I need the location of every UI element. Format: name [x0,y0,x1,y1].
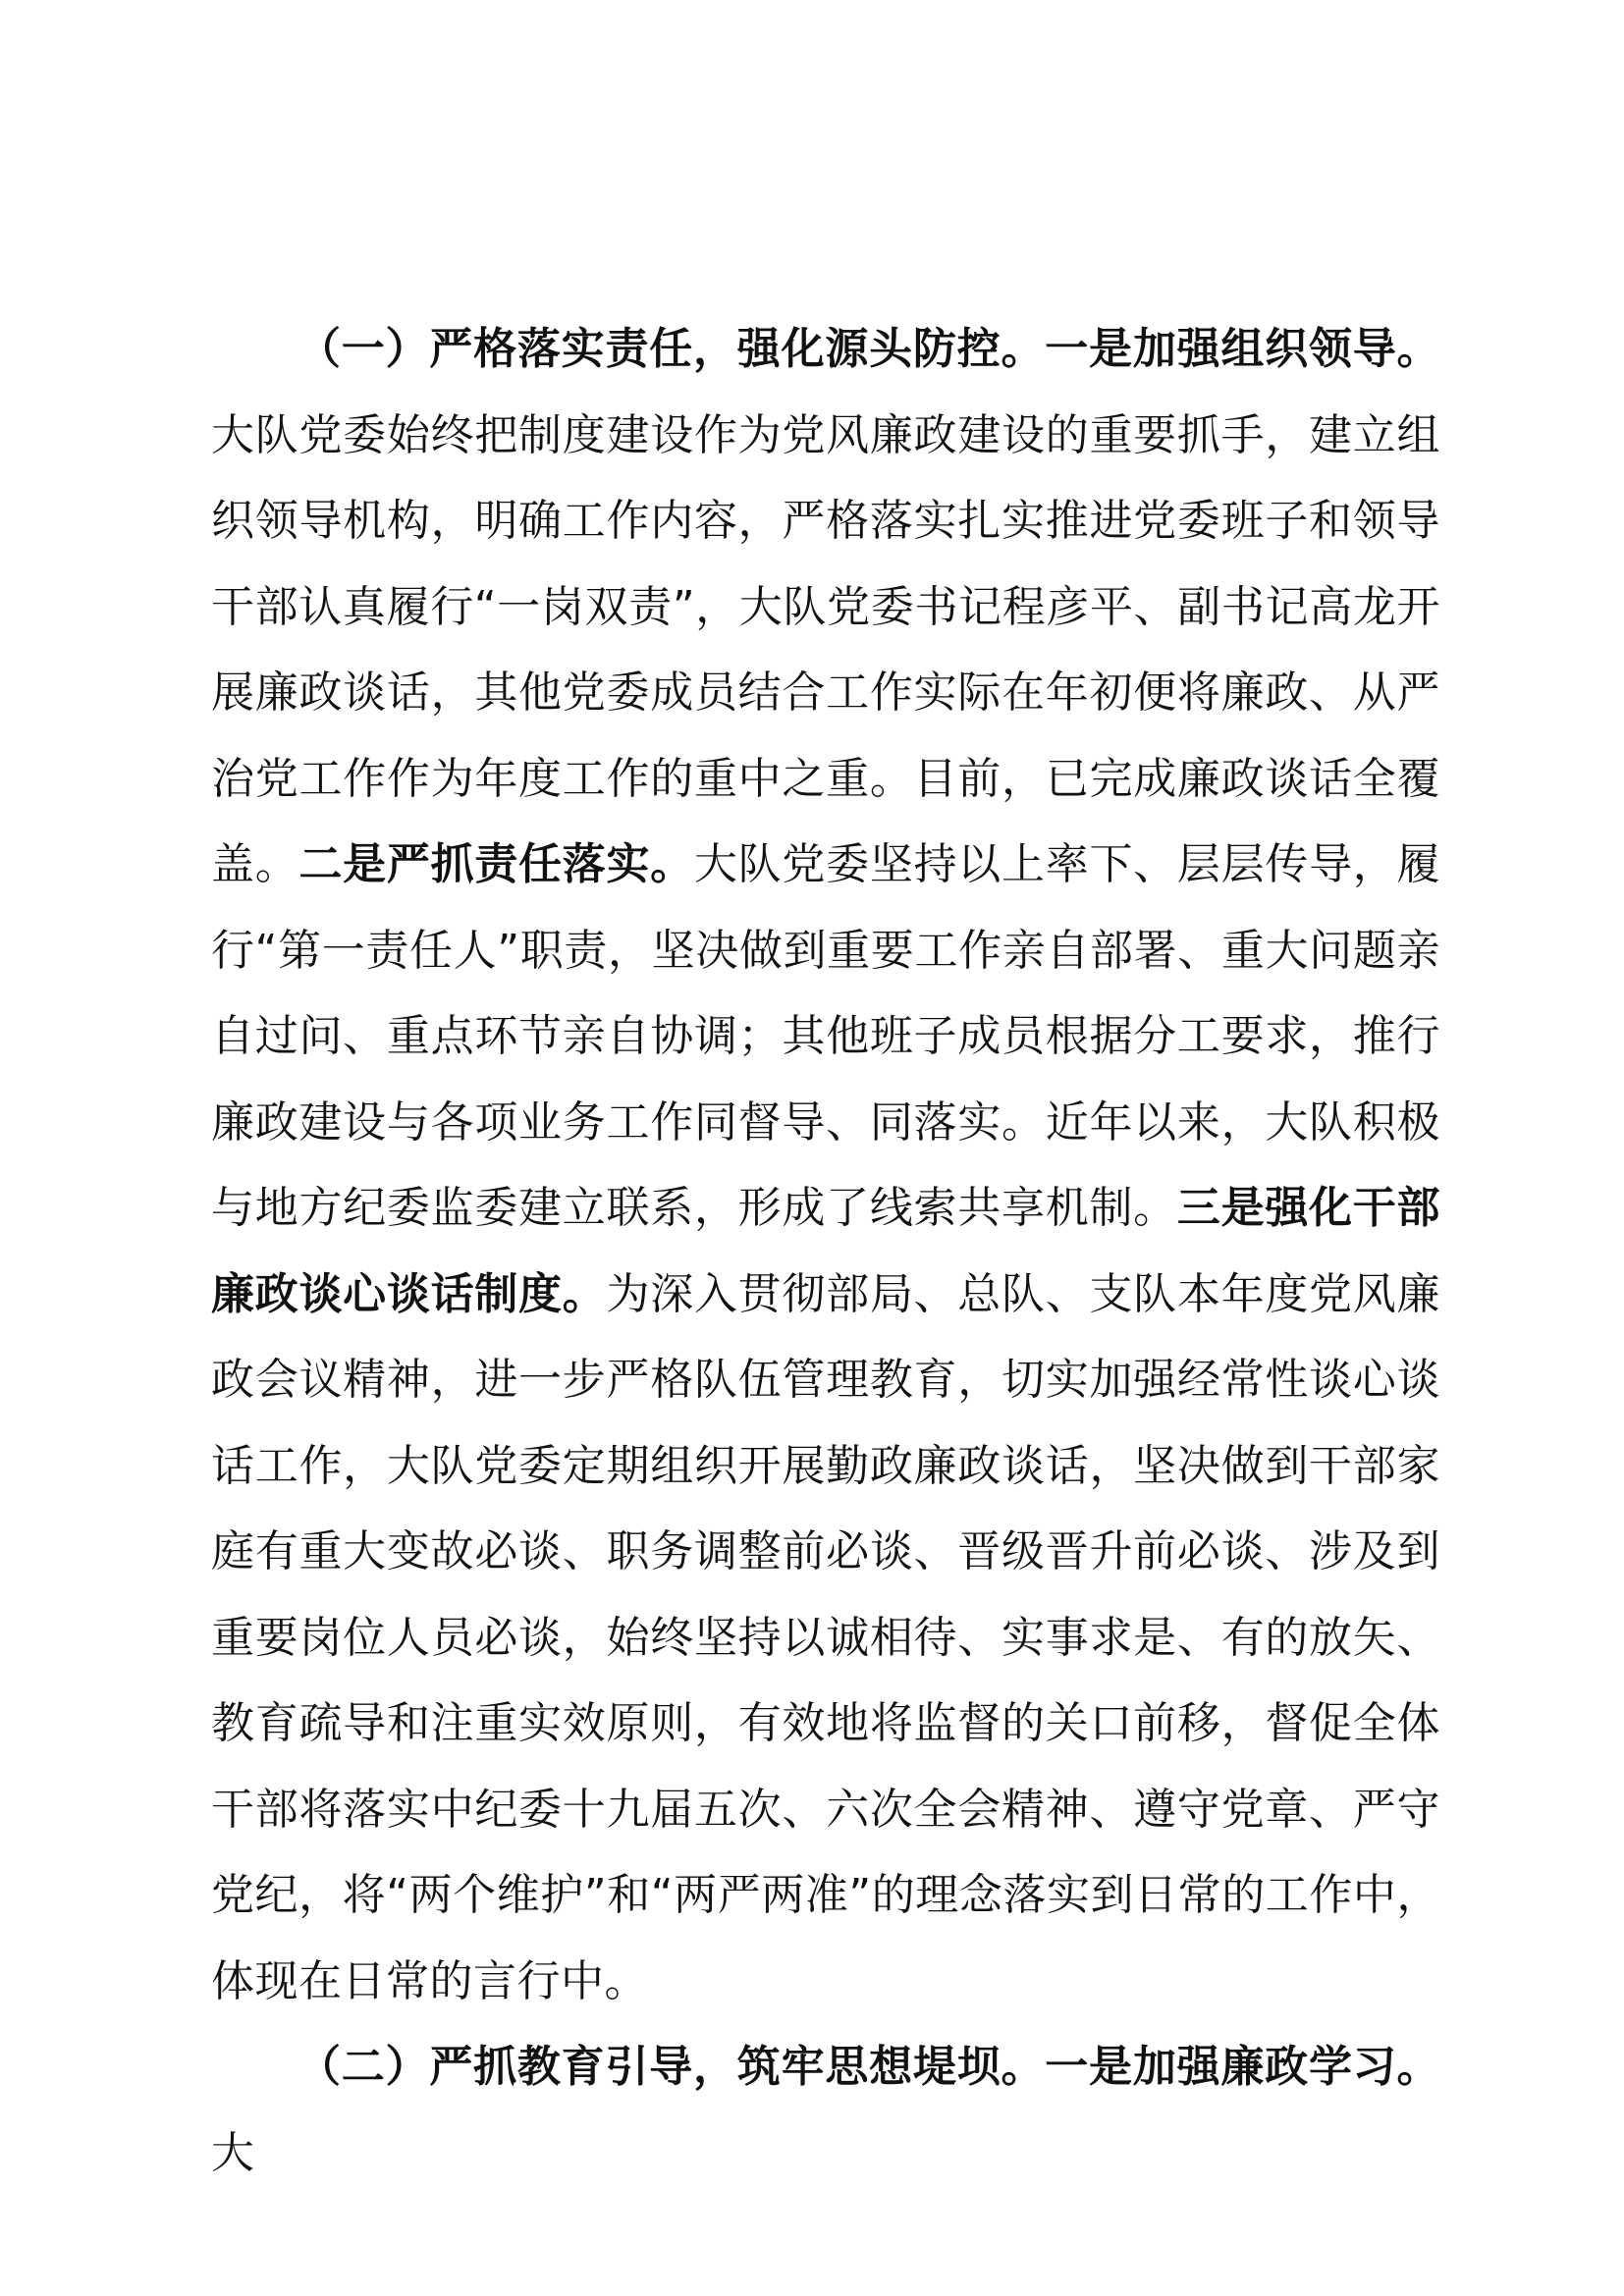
section-heading-1: （一）严格落实责任，强化源头防控。 [298,324,1046,374]
subpoint-heading-2: 二是严抓责任落实。 [298,839,694,889]
subpoint-heading-1: 一是加强组织领导。 [1045,324,1441,374]
subpoint-heading-3: 三是强化干部廉政谈心谈话制度。 [211,1183,1441,1319]
body-text: 大 [211,2127,255,2178]
section-heading-2: （二）严抓教育引导，筑牢思想堤坝。 [298,2042,1046,2092]
body-text: 大队党委始终把制度建设作为党风廉政建设的重要抓手，建立组织领导机构，明确工作内容，严格落实扎实推进党委班子和领导干部认真履行“一岗双责”，大队党委书记程彦平、副书记高龙开展廉政谈话，其他党委成员结合工作实际在年初便将廉政、从严治党工作作为年度工作的重中之重。目前，已完成廉政谈话全覆盖。 [211,409,1440,889]
body-text: 大队党委坚持以上率下、层层传导，履行“第一责任人”职责，坚决做到重要工作亲自部署、重大问题亲自过问、重点环节亲自协调；其他班子成员根据分工要求，推行廉政建设与各项业务工作同督导、同落实。近年以来，大队积极与地方纪委监委建立联系，形成了线索共享机制。 [211,839,1441,1233]
document-body [211,306,1440,2196]
subpoint-heading-1: 一是加强廉政学习。 [1045,2042,1441,2092]
paragraph-2 [211,2024,1440,2196]
body-text: 为深入贯彻部局、总队、支队本年度党风廉政会议精神，进一步严格队伍管理教育，切实加强经常性谈心谈话工作，大队党委定期组织开展勤政廉政谈话，坚决做到干部家庭有重大变故必谈、职务调整前必谈、晋级晋升前必谈、涉及到重要岗位人员必谈，始终坚持以诚相待、实事求是、有的放矢、教育疏导和注重实效原则，有效地将监督的关口前移，督促全体干部将落实中纪委十九届五次、六次全会精神、遵守党章、严守党纪，将“两个维护”和“两严两准”的理念落实到日常的工作中，体现在日常的言行中。 [211,1268,1440,2006]
paragraph-1 [211,306,1440,2024]
